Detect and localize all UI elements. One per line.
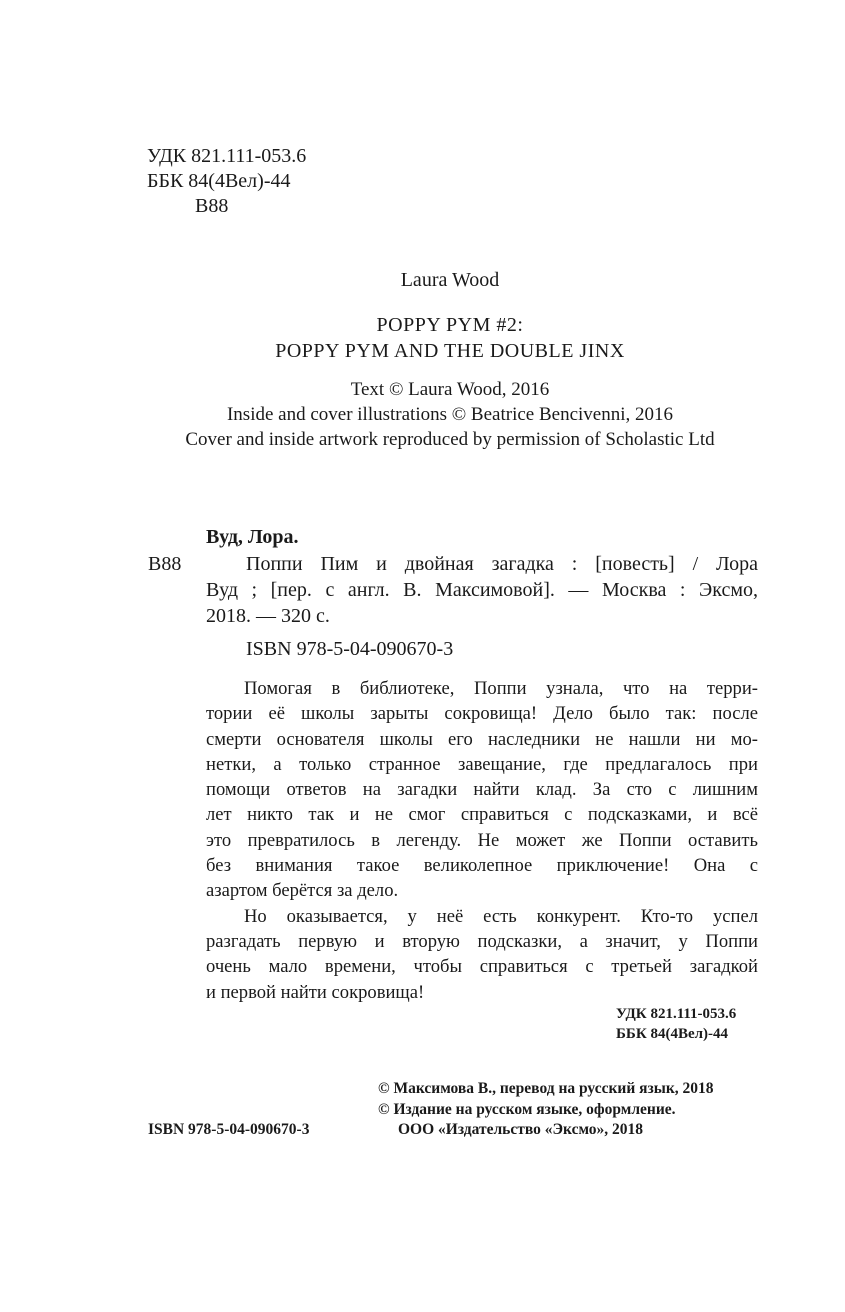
isbn-bottom: ISBN 978-5-04-090670-3 <box>148 1121 310 1138</box>
copyright-block <box>378 1079 714 1141</box>
annotation-line: разгадать первую и вторую подсказки, а значит, у Поппи <box>206 930 758 952</box>
classification-block <box>147 144 306 219</box>
annotation <box>206 676 758 1005</box>
author-mark: В88 <box>195 195 229 217</box>
annotation-line: это превратилось в легенду. Не может же Поппи оставить <box>206 829 758 851</box>
record-heading: Вуд, Лора. <box>206 526 299 548</box>
annotation-line: нетки, а только странное завещание, где предлагалось при <box>206 753 758 775</box>
annotation-line: очень мало времени, чтобы справиться с третьей загадкой <box>206 956 758 978</box>
credit-line: Inside and cover illustrations © Beatrice Bencivenni, 2016 <box>226 404 674 425</box>
bbk-code: ББК 84(4Вел)-44 <box>147 170 291 192</box>
annotation-line: смерти основателя школы его наследники не нашли ни мо- <box>206 728 758 750</box>
annotation-line: и первой найти сокровища! <box>206 981 425 1003</box>
annotation-line: азартом берётся за дело. <box>206 880 399 902</box>
record-line-1 <box>148 551 758 577</box>
record-text: Вуд ; [пер. с англ. В. Максимовой]. — Москва : Эксмо, <box>206 579 758 601</box>
udk-code-right: УДК 821.111-053.6 <box>616 1006 737 1022</box>
annotation-line: тории её школы зарыты сокровища! Дело было так: после <box>206 703 758 725</box>
annotation-line: Но оказывается, у неё есть конкурент. Кто-то успел <box>244 905 758 927</box>
original-title: POPPY PYM AND THE DOUBLE JINX <box>275 340 625 362</box>
copyright-publisher: ООО «Издательство «Эксмо», 2018 <box>398 1121 644 1138</box>
annotation-line: без внимания такое великолепное приключение! Она с <box>206 855 758 877</box>
record-text: 2018. — 320 с. <box>206 605 330 627</box>
udk-bbk-right <box>616 1004 736 1044</box>
bibliographic-record <box>148 524 758 662</box>
record-isbn: ISBN 978-5-04-090670-3 <box>246 638 454 660</box>
record-author-mark: В88 <box>148 553 182 575</box>
original-edition-block <box>0 268 845 452</box>
copyright-translation: © Максимова В., перевод на русский язык, 2018 <box>378 1080 714 1097</box>
original-author: Laura Wood <box>400 269 500 291</box>
annotation-line: Помогая в библиотеке, Поппи узнала, что на терри- <box>244 678 758 699</box>
bbk-code-right: ББК 84(4Вел)-44 <box>616 1026 729 1042</box>
record-text: Поппи Пим и двойная загадка : [повесть] / Лора <box>246 553 758 575</box>
udk-code: УДК 821.111-053.6 <box>147 145 307 167</box>
original-series: POPPY PYM #2: <box>376 314 524 336</box>
credit-line: Text © Laura Wood, 2016 <box>350 379 550 400</box>
copyright-edition: © Издание на русском языке, оформление. <box>378 1100 676 1118</box>
annotation-line: помощи ответов на загадки найти клад. За сто с лишним <box>206 779 758 801</box>
credit-line: Cover and inside artwork reproduced by permission of Scholastic Ltd <box>185 429 715 450</box>
annotation-line: лет никто так и не смог справиться с подсказками, и всё <box>206 804 758 826</box>
